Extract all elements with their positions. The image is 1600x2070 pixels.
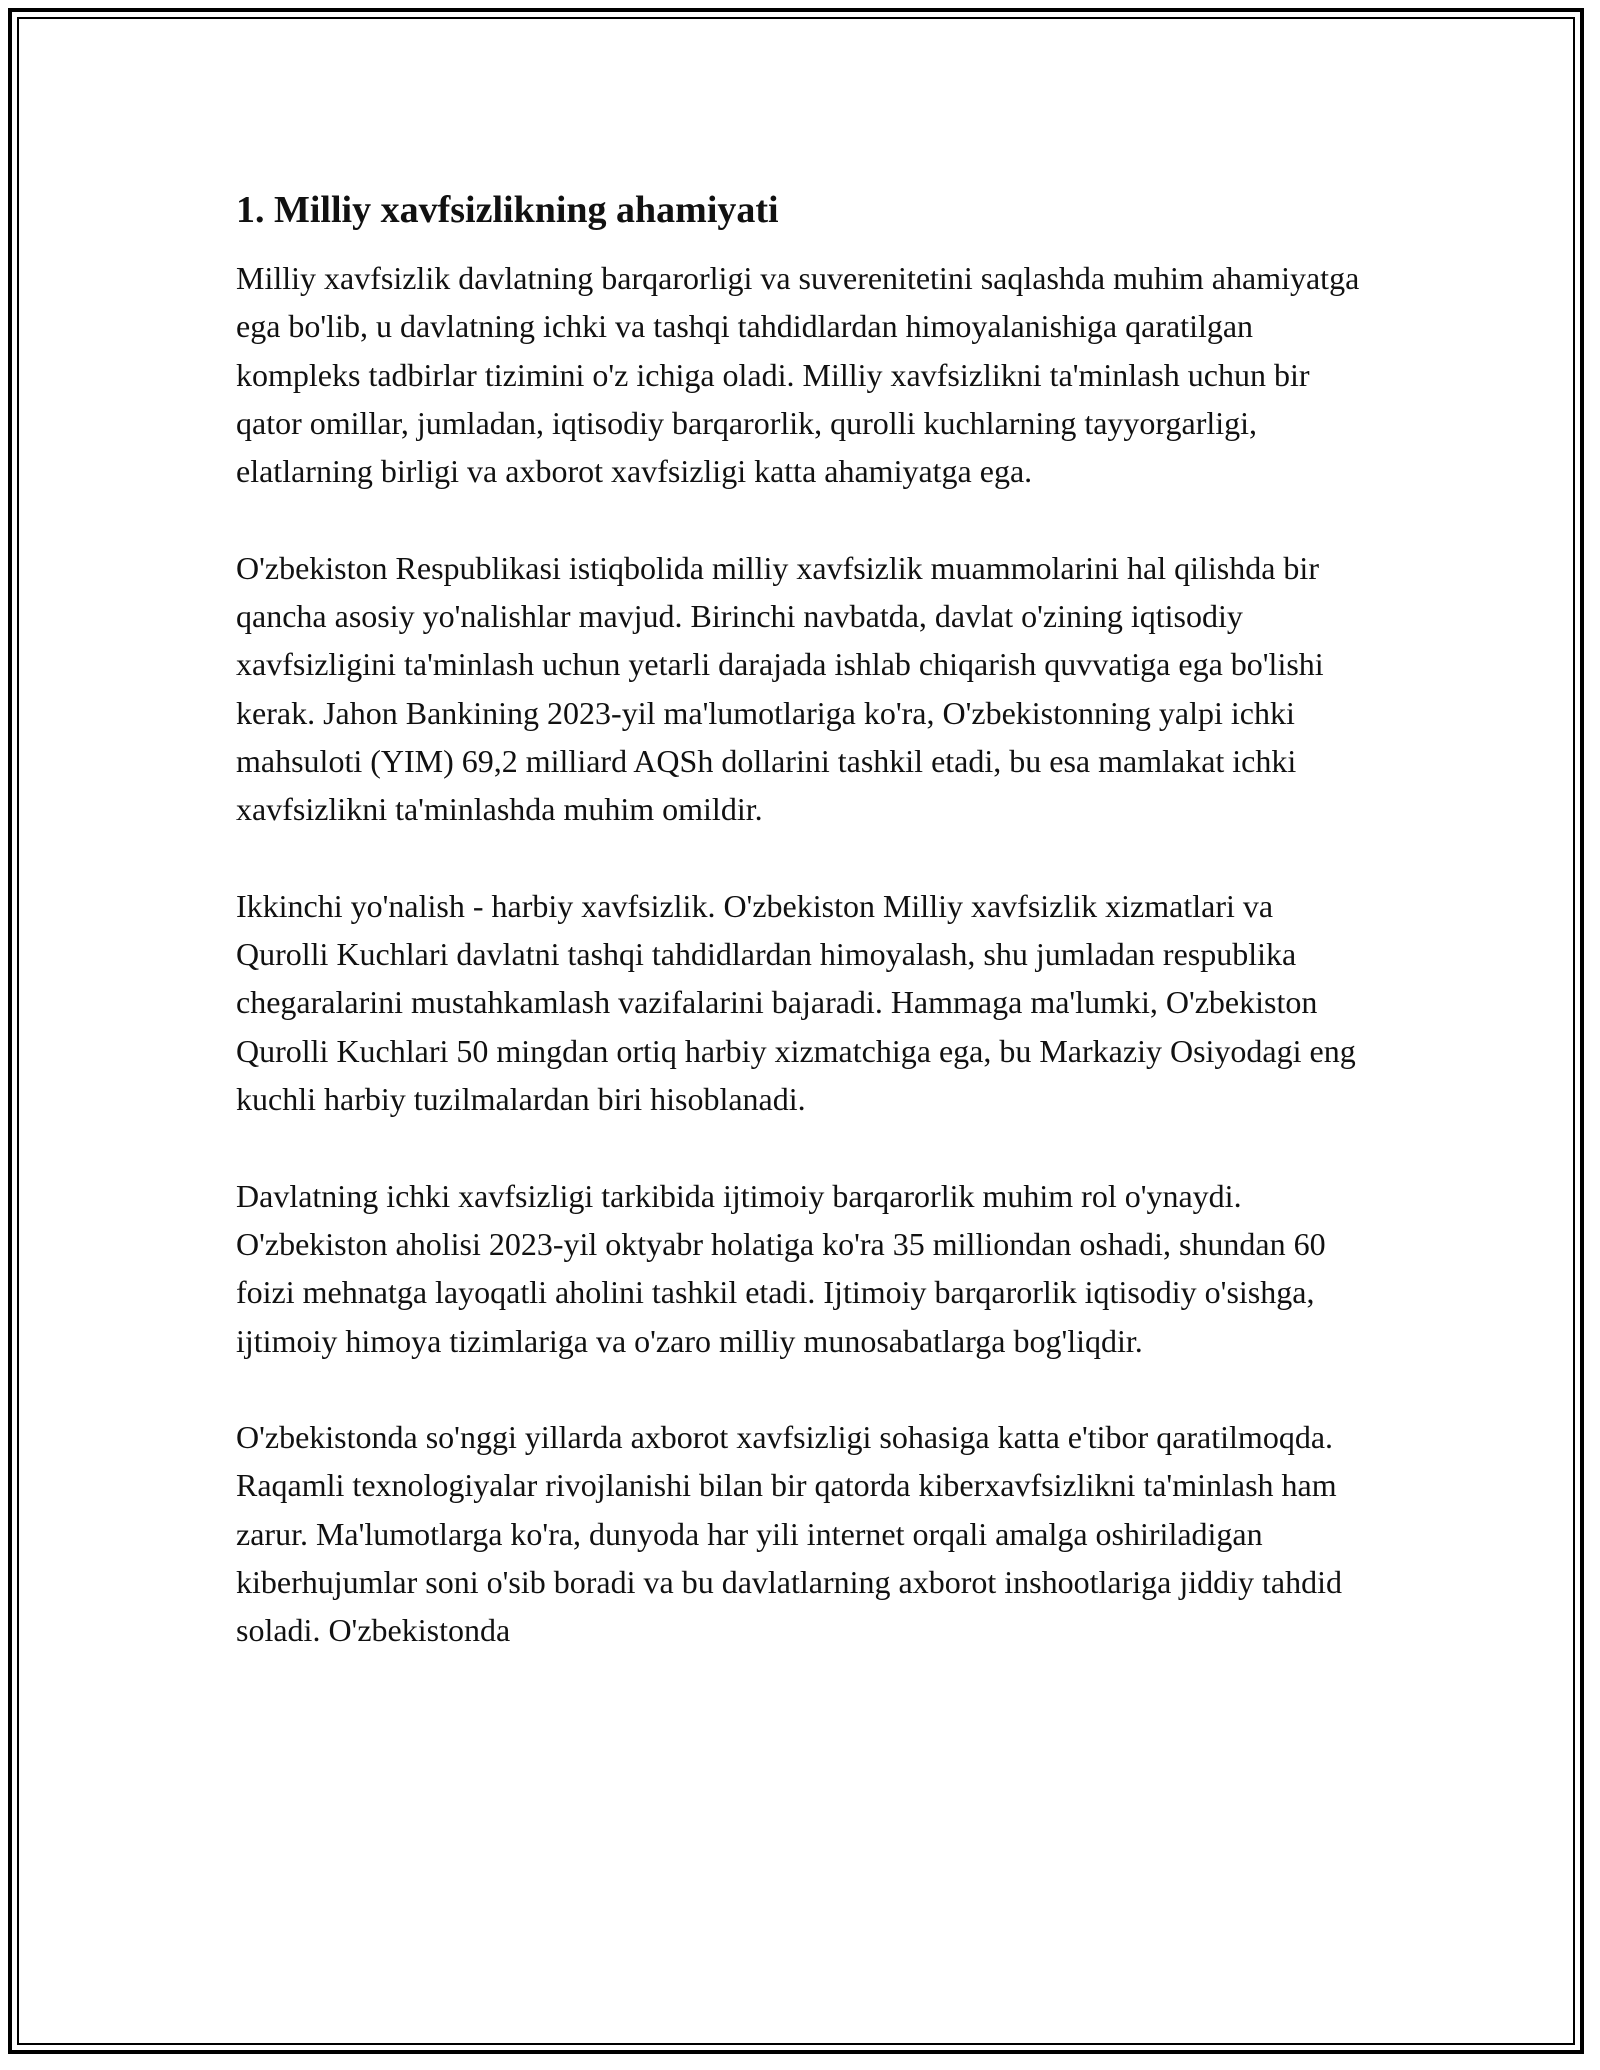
paragraph-2: O'zbekiston Respublikasi istiqbolida milliy xavfsizlik muammolarini hal qilishda bir qancha asosiy yo'nalishlar mavjud. Birinchi navbatda, davlat o'zining iqtisodiy xavfsizligini ta'minlash uchun yetarli darajada ishlab chiqarish quvvatiga ega bo'lishi kerak. Jahon Bankining 2023-yil ma'lumotlariga ko'ra, O'zbekistonning yalpi ichki mahsuloti (YIM) 69,2 milliard AQSh dollarini tashkil etadi, bu esa mamlakat ichki xavfsizlikni ta'minlashda muhim omildir.: [236, 549, 1324, 828]
document-body: [236, 186, 1366, 1703]
paragraph-1: Milliy xavfsizlik davlatning barqarorligi va suverenitetini saqlashda muhim ahamiyatga ega bo'lib, u davlatning ichki va tashqi tahdidlardan himoyalanishiga qaratilgan kompleks tadbirlar tizimini o'z ichiga oladi. Milliy xavfsizlikni ta'minlash uchun bir qator omillar, jumladan, iqtisodiy barqarorlik, qurolli kuchlarning tayyorgarligi, elatlarning birligi va axborot xavfsizligi katta ahamiyatga ega.: [236, 260, 1360, 490]
paragraph-5: O'zbekistonda so'nggi yillarda axborot xavfsizligi sohasiga katta e'tibor qaratilmoqda. Raqamli texnologiyalar rivojlanishi bilan bir qatorda kiberxavfsizlikni ta'minlash ham zarur. Ma'lumotlarga ko'ra, dunyoda har yili internet orqali amalga oshiriladigan kiberhujumlar soni o'sib boradi va bu davlatlarning axborot inshootlariga jiddiy tahdid soladi. O'zbekistonda: [236, 1419, 1342, 1649]
section-title: 1. Milliy xavfsizlikning ahamiyati: [236, 189, 779, 231]
paragraph-4: Davlatning ichki xavfsizligi tarkibida ijtimoiy barqarorlik muhim rol o'ynaydi. O'zbekiston aholisi 2023-yil oktyabr holatiga ko'ra 35 milliondan oshadi, shundan 60 foizi mehnatga layoqatli aholini tashkil etadi. Ijtimoiy barqarorlik iqtisodiy o'sishga, ijtimoiy himoya tizimlariga va o'zaro milliy munosabatlarga bog'liqdir.: [236, 1177, 1326, 1359]
paragraph-3: Ikkinchi yo'nalish - harbiy xavfsizlik. O'zbekiston Milliy xavfsizlik xizmatlari va Qurolli Kuchlari davlatni tashqi tahdidlardan himoyalash, shu jumladan respublika chegaralarini mustahkamlash vazifalarini bajaradi. Hammaga ma'lumki, O'zbekiston Qurolli Kuchlari 50 mingdan ortiq harbiy xizmatchiga ega, bu Markaziy Osiyodagi eng kuchli harbiy tuzilmalardan biri hisoblanadi.: [236, 887, 1356, 1118]
